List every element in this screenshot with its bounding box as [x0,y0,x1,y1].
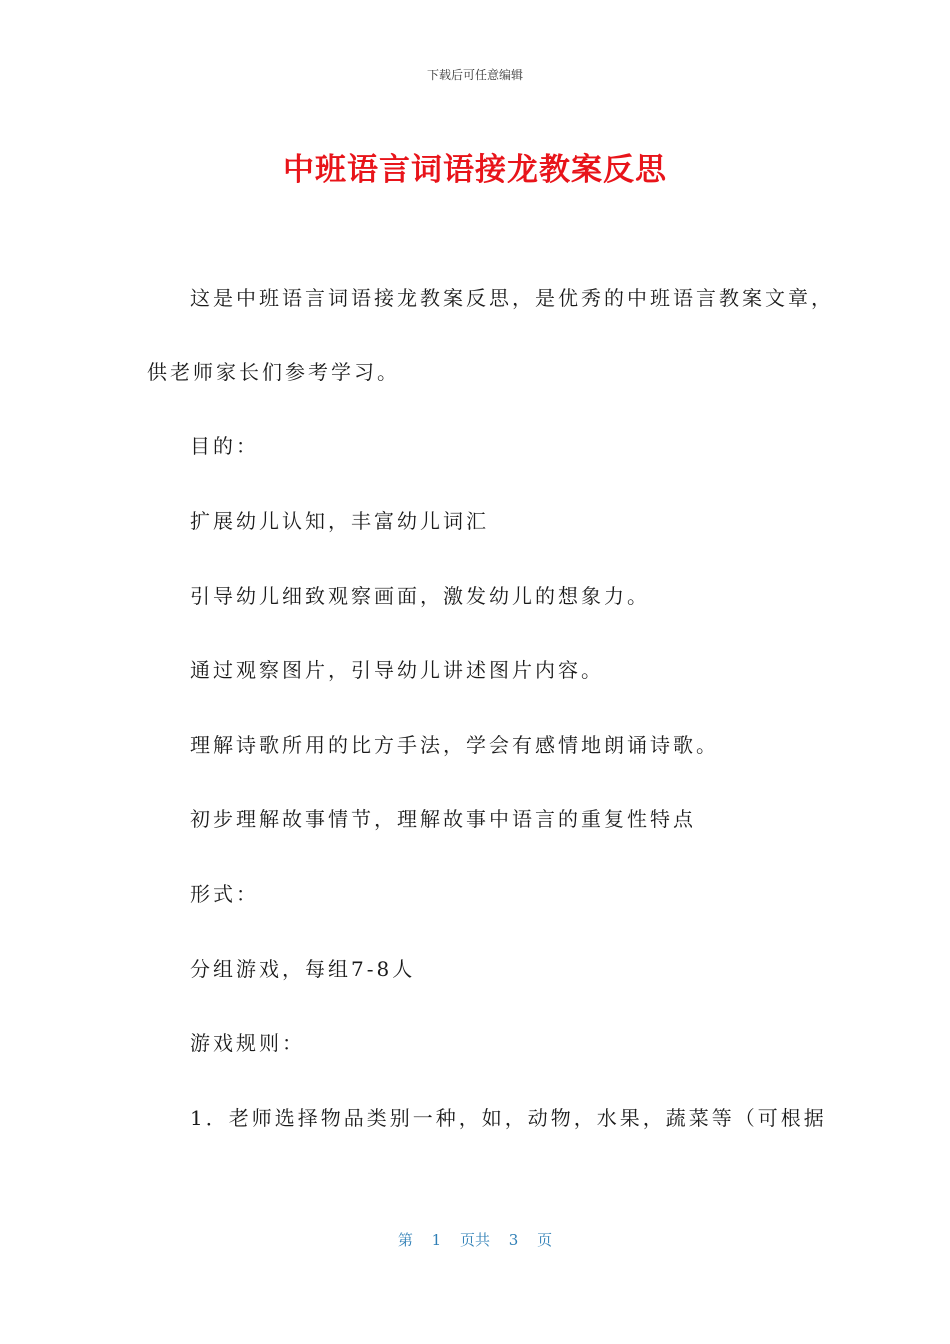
paragraph-line: 这是中班语言词语接龙教案反思，是优秀的中班语言教案文章， [190,286,834,310]
document-title: 中班语言词语接龙教案反思 [283,152,667,188]
page-footer: 第 1 页共 3 页 [397,1231,553,1249]
paragraph-line: 扩展幼儿认知，丰富幼儿词汇 [190,509,489,533]
section-heading: 游戏规则： [190,1031,305,1055]
section-heading: 目的： [190,434,259,458]
paragraph-line: 供老师家长们参考学习。 [147,360,400,384]
section-heading: 形式： [190,882,259,906]
header-note: 下载后可任意编辑 [426,68,523,82]
paragraph-line: 分组游戏，每组7-8人 [190,957,416,981]
paragraph-line: 通过观察图片，引导幼儿讲述图片内容。 [190,658,604,682]
paragraph-line: 1．老师选择物品类别一种，如，动物，水果，蔬菜等（可根据 [190,1106,827,1130]
paragraph-line: 引导幼儿细致观察画面，激发幼儿的想象力。 [190,584,650,608]
paragraph-line: 初步理解故事情节，理解故事中语言的重复性特点 [190,807,696,831]
paragraph-line: 理解诗歌所用的比方手法，学会有感情地朗诵诗歌。 [190,733,719,757]
